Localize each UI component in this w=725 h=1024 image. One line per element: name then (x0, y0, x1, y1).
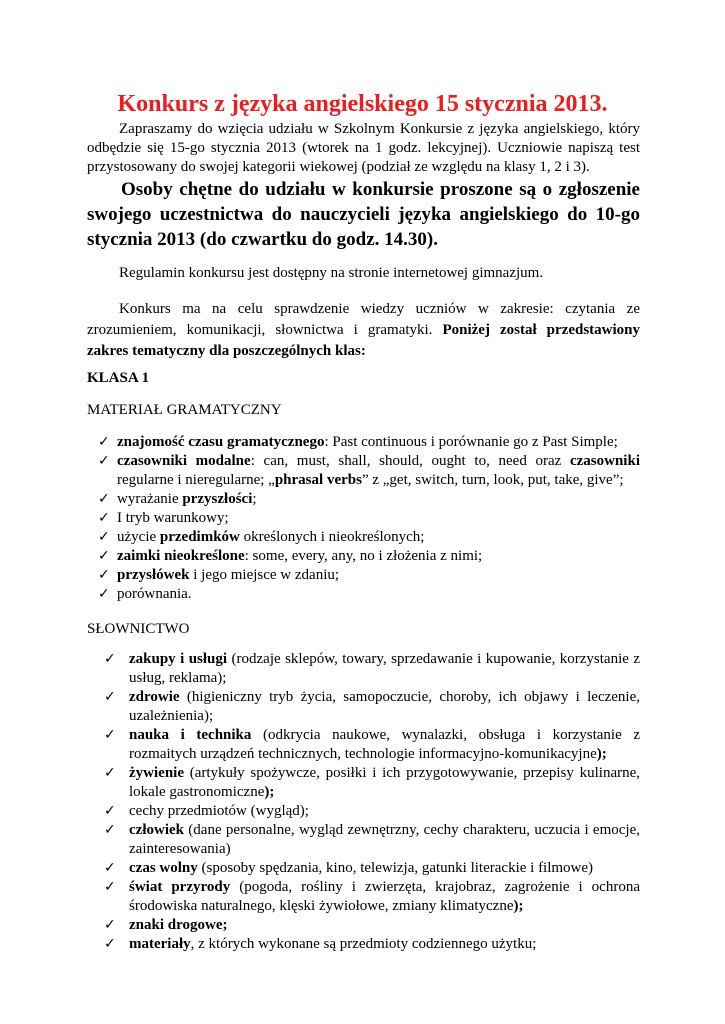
vocabulary-list (104, 650, 641, 954)
vocabulary-heading: SŁOWNICTWO (87, 621, 190, 637)
list-item: ✓ przysłówek i jego miejsce w zdaniu; (98, 567, 340, 583)
checkmark-icon: ✓ (98, 453, 110, 469)
list-item: ✓ materiały, z których wykonane są przedmioty codziennego użytku; (104, 936, 537, 952)
list-item: ✓ znajomość czasu gramatycznego: Past continuous i porównanie go z Past Simple; (98, 434, 618, 450)
checkmark-icon: ✓ (98, 567, 110, 583)
checkmark-icon: ✓ (104, 727, 116, 743)
checkmark-icon: ✓ (98, 491, 110, 507)
checkmark-icon: ✓ (104, 822, 116, 838)
checkmark-icon: ✓ (104, 879, 116, 895)
checkmark-icon: ✓ (98, 434, 110, 450)
regulations-paragraph: Regulamin konkursu jest dostępny na stronie internetowej gimnazjum. (119, 265, 544, 281)
checkmark-icon: ✓ (104, 765, 116, 781)
class-heading: KLASA 1 (87, 370, 150, 386)
checkmark-icon: ✓ (104, 803, 116, 819)
purpose-paragraph (87, 299, 640, 362)
grammar-list (98, 433, 640, 604)
document-title: Konkurs z języka angielskiego 15 stycznia 2013. (117, 91, 608, 117)
intro-paragraph: Zapraszamy do wzięcia udziału w Szkolnym Konkursie z języka angielskiego, który odbędzie się 15-go stycznia 2013 (wtorek na 1 godz. lekcyjnej). Uczniowie napiszą test przystosowany do swojej kategorii wiekowej (podział ze względu na klasy 1, 2 i 3). (87, 121, 640, 175)
checkmark-icon: ✓ (104, 936, 116, 952)
list-item: ✓ czasowniki modalne: can, must, shall, should, ought to, need oraz czasowniki regularne i nieregularne; „phrasal verbs” z „get, switch, turn, look, put, take, give”; (98, 453, 640, 488)
checkmark-icon: ✓ (98, 586, 110, 602)
announcement-paragraph: Osoby chętne do udziału w konkursie proszone są o zgłoszenie swojego uczestnictwa do nauczycieli języka angielskiego do 10-go stycznia 2013 (do czwartku do godz. 14.30). (87, 179, 640, 250)
list-item: ✓ cechy przedmiotów (wygląd); (104, 803, 309, 819)
checkmark-icon: ✓ (104, 651, 116, 667)
list-item: ✓ zakupy i usługi (rodzaje sklepów, towary, sprzedawanie i kupowanie, korzystanie z usług, reklama); (104, 651, 640, 686)
list-item: ✓ nauka i technika (odkrycia naukowe, wynalazki, obsługa i korzystanie z rozmaitych urządzeń technicznych, technologie informacyjno-komunikacyjne); (104, 727, 641, 762)
list-item: ✓ użycie przedimków określonych i nieokreślonych; (98, 529, 425, 545)
list-item: ✓ I tryb warunkowy; (98, 510, 229, 526)
checkmark-icon: ✓ (98, 510, 110, 526)
checkmark-icon: ✓ (104, 860, 116, 876)
checkmark-icon: ✓ (98, 529, 110, 545)
list-item: ✓ wyrażanie przyszłości; (98, 491, 257, 507)
list-item: ✓ porównania. (98, 586, 192, 602)
list-item: ✓ zdrowie (higieniczny tryb życia, samopoczucie, choroby, ich objawy i leczenie, uzależnienia); (104, 689, 640, 724)
grammar-heading: MATERIAŁ GRAMATYCZNY (87, 402, 282, 418)
checkmark-icon: ✓ (98, 548, 110, 564)
purpose-bold-text: Poniżej został przedstawiony zakres tematyczny dla poszczególnych klas: (87, 322, 640, 359)
purpose-text: Konkurs ma na celu sprawdzenie wiedzy uczniów w zakresie: czytania ze zrozumieniem, komunikacji, słownictwa i gramatyki. (87, 301, 640, 338)
checkmark-icon: ✓ (104, 917, 116, 933)
list-item: ✓ znaki drogowe; (104, 917, 228, 933)
list-item: ✓ zaimki nieokreślone: some, every, any, no i złożenia z nimi; (98, 548, 483, 564)
list-item: ✓ człowiek (dane personalne, wygląd zewnętrzny, cechy charakteru, uczucia i emocje, zainteresowania) (104, 822, 640, 857)
list-item: ✓ żywienie (artykuły spożywcze, posiłki i ich przygotowywanie, przepisy kulinarne, lokale gastronomiczne); (104, 765, 640, 800)
checkmark-icon: ✓ (104, 689, 116, 705)
list-item: ✓ świat przyrody (pogoda, rośliny i zwierzęta, krajobraz, zagrożenie i ochrona środowiska naturalnego, klęski żywiołowe, zmiany klimatyczne); (104, 879, 640, 914)
list-item: ✓ czas wolny (sposoby spędzania, kino, telewizja, gatunki literackie i filmowe) (104, 860, 594, 876)
